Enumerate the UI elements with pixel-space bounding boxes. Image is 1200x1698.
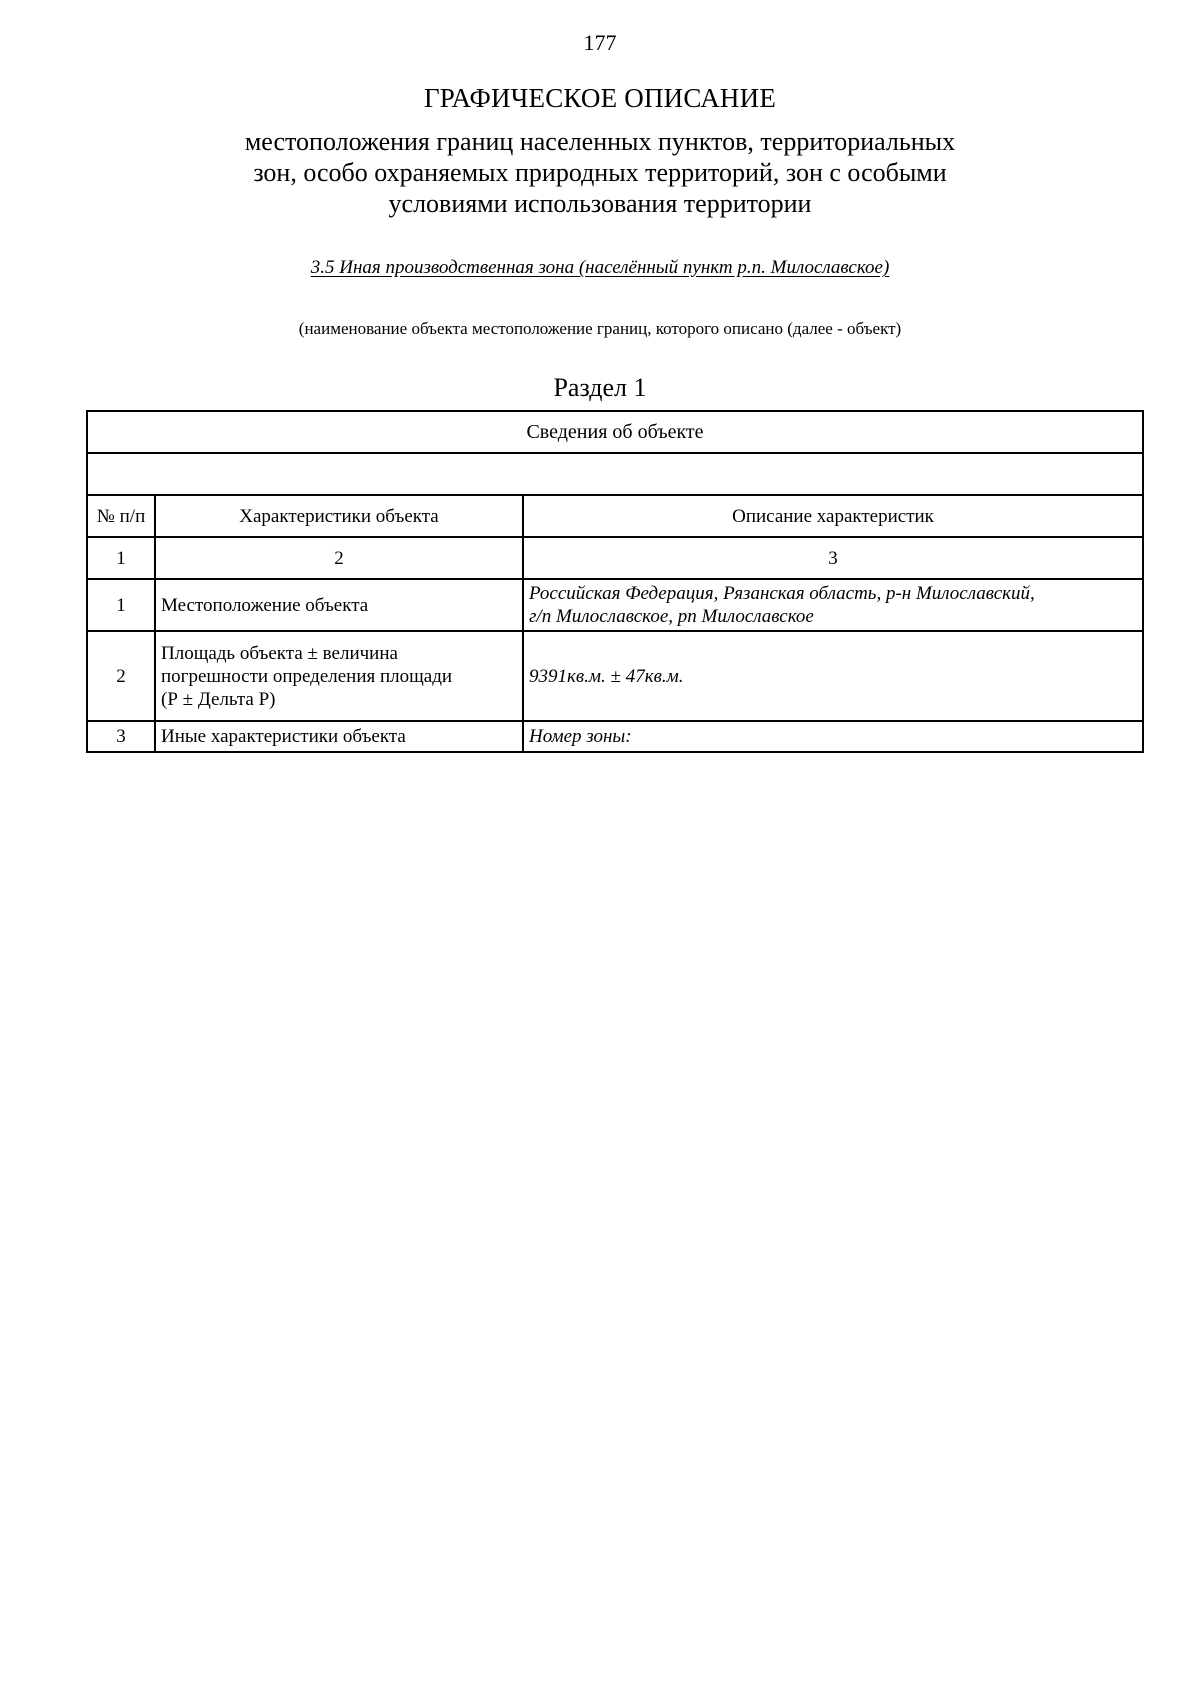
subtitle-line: местоположения границ населенных пунктов, территориальных <box>244 127 956 156</box>
subtitle-line: условиями использования территории <box>388 189 812 218</box>
header-description: Описание характеристик <box>523 495 1143 537</box>
table-column-numbers-row <box>87 537 1143 579</box>
column-number: 3 <box>523 537 1143 579</box>
row-characteristic <box>155 721 523 752</box>
characteristic-line: погрешности определения площади <box>161 665 453 687</box>
row-description <box>523 631 1143 721</box>
characteristic-line: (Р ± Дельта Р) <box>161 688 276 710</box>
characteristic-line: Местоположение объекта <box>161 594 369 616</box>
description-line: Российская Федерация, Рязанская область, р-н Милославский, <box>529 583 1035 604</box>
characteristic-line: Иные характеристики объекта <box>161 726 406 747</box>
table-row <box>87 721 1143 752</box>
object-info-table <box>86 410 1144 753</box>
table-header-row <box>87 495 1143 537</box>
document-subtitle <box>0 126 1200 219</box>
page-number: 177 <box>583 30 617 55</box>
row-characteristic <box>155 579 523 631</box>
row-description <box>523 579 1143 631</box>
object-caption: (наименование объекта местоположение границ, которого описано (далее - объект) <box>298 319 902 338</box>
document-title: ГРАФИЧЕСКОЕ ОПИСАНИЕ <box>423 83 777 113</box>
header-characteristic: Характеристики объекта <box>155 495 523 537</box>
row-number: 3 <box>87 721 155 752</box>
description-line: 9391кв.м. ± 47кв.м. <box>529 665 684 687</box>
object-name <box>0 256 1200 280</box>
table-row <box>87 631 1143 721</box>
description-line: г/п Милославское, рп Милославское <box>529 606 814 627</box>
section-title: Раздел 1 <box>553 373 647 402</box>
table-empty-cell <box>87 453 1143 495</box>
object-name-text: 3.5 Иная производственная зона (населённый пункт р.п. Милославское) <box>310 257 890 278</box>
table-caption-row <box>87 411 1143 453</box>
table-empty-row <box>87 453 1143 495</box>
table-row <box>87 579 1143 631</box>
row-number: 2 <box>87 631 155 721</box>
row-characteristic <box>155 631 523 721</box>
column-number: 2 <box>155 537 523 579</box>
row-description <box>523 721 1143 752</box>
row-number: 1 <box>87 579 155 631</box>
column-number: 1 <box>87 537 155 579</box>
subtitle-line: зон, особо охраняемых природных территорий, зон с особыми <box>253 158 947 187</box>
table-caption: Сведения об объекте <box>87 411 1143 453</box>
characteristic-line: Площадь объекта ± величина <box>161 642 398 664</box>
description-line: Номер зоны: <box>529 726 632 747</box>
header-number: № п/п <box>87 495 155 537</box>
